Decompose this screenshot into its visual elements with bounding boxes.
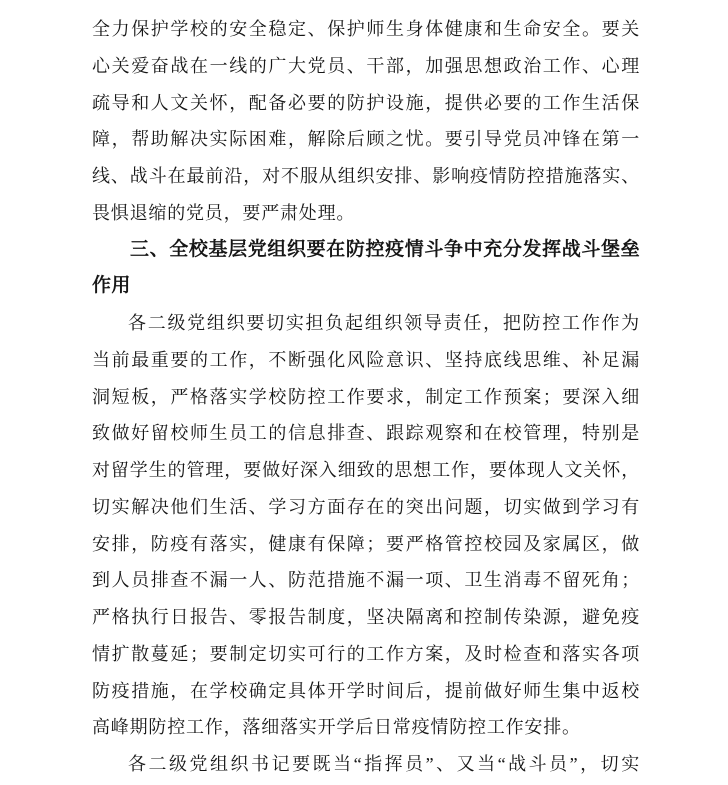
body-text-line: 障，帮助解决实际困难，解除后顾之忧。要引导党员冲锋在第一: [92, 129, 640, 150]
body-text-line: 各二级党组织书记要既当“指挥员”、又当“战斗员”，切实: [128, 754, 640, 774]
body-text-line: 洞短板，严格落实学校防控工作要求，制定工作预案；要深入细: [92, 386, 640, 407]
body-text-line: 切实解决他们生活、学习方面存在的突出问题，切实做到学习有: [92, 496, 640, 517]
body-text-line: 防疫措施，在学校确定具体开学时间后，提前做好师生集中返校: [92, 680, 640, 701]
body-text-line: 各二级党组织要切实担负起组织领导责任，把防控工作作为: [128, 313, 640, 333]
body-text-line: 严格执行日报告、零报告制度，坚决隔离和控制传染源，避免疫: [92, 607, 640, 627]
body-text-line: 高峰期防控工作，落细落实开学后日常疫情防控工作安排。: [92, 717, 581, 738]
body-text-line: 安排，防疫有落实，健康有保障；要严格管控校园及家属区，做: [92, 533, 640, 554]
body-text-line: 心关爱奋战在一线的广大党员、干部，加强思想政治工作、心理: [92, 55, 640, 76]
body-text-line: 对留学生的管理，要做好深入细致的思想工作，要体现人文关怀，: [92, 460, 640, 480]
document-body: [92, 11, 640, 783]
body-text-line: 致做好留校师生员工的信息排查、跟踪观察和在校管理，特别是: [92, 423, 640, 444]
body-text-line: 线、战斗在最前沿，对不服从组织安排、影响疫情防控措施落实、: [92, 166, 640, 186]
body-text-line: 当前最重要的工作，不断强化风险意识、坚持底线思维、补足漏: [92, 349, 640, 370]
body-text-line: 到人员排查不漏一人、防范措施不漏一项、卫生消毒不留死角；: [92, 570, 640, 591]
body-text-line: 畏惧退缩的党员，要严肃处理。: [92, 202, 356, 223]
body-text-line: 全力保护学校的安全稳定、保护师生身体健康和生命安全。要关: [92, 19, 640, 39]
body-text-line: 情扩散蔓延；要制定切实可行的工作方案，及时检查和落实各项: [92, 643, 640, 664]
section-heading-line: 三、全校基层党组织要在防控疫情斗争中充分发挥战斗堡垒: [130, 238, 640, 260]
section-heading-line: 作用: [92, 275, 131, 297]
body-text-line: 疏导和人文关怀，配备必要的防护设施，提供必要的工作生活保: [92, 92, 640, 113]
